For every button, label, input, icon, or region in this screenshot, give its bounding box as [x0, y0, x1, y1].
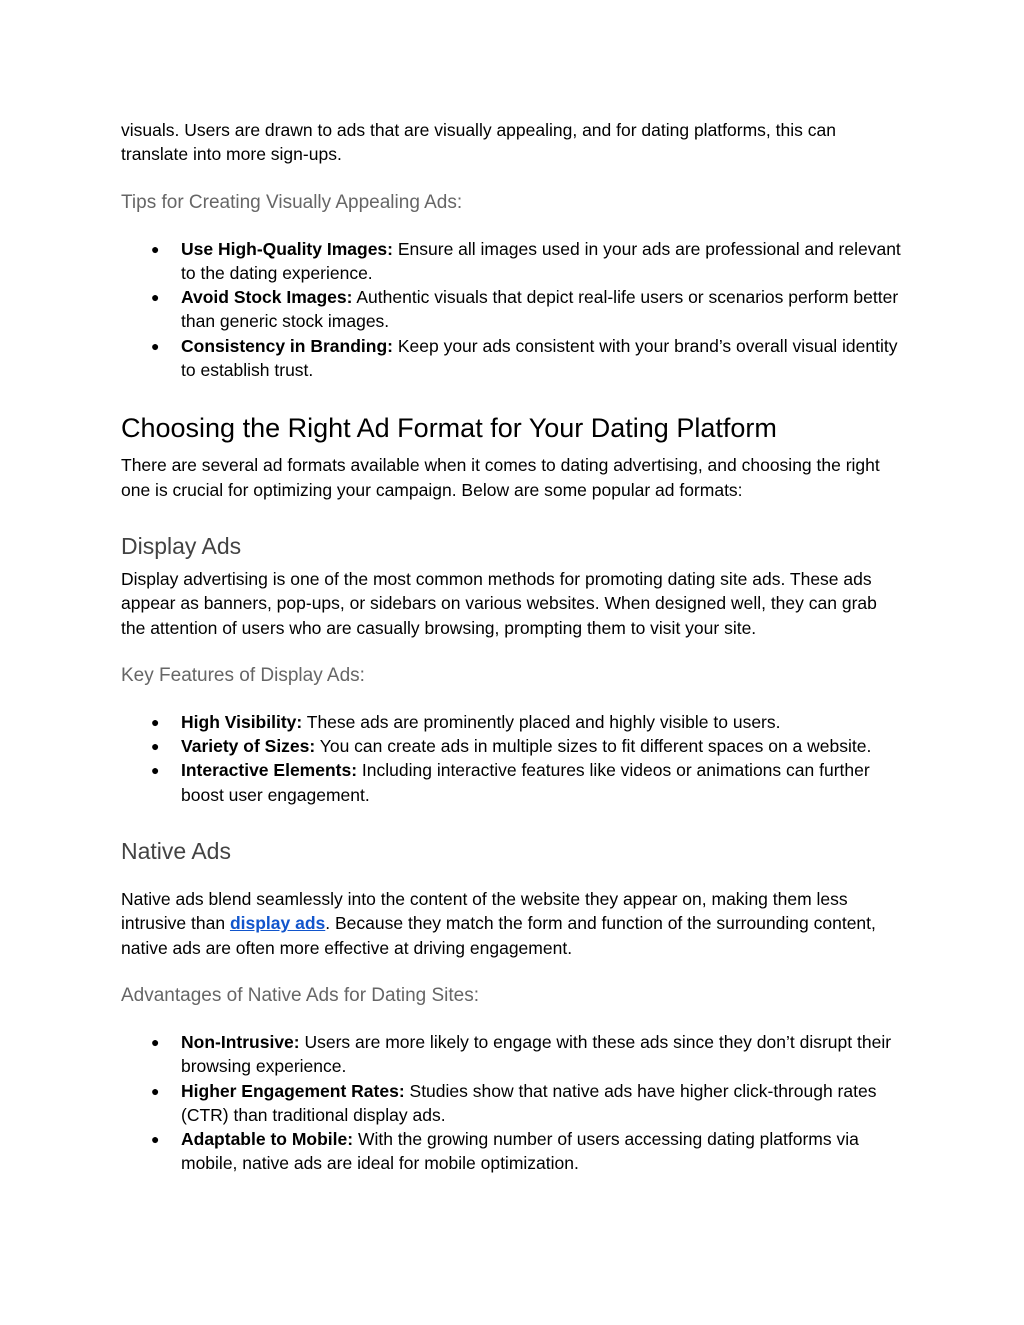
document-page — [121, 118, 901, 1176]
list-item: ● Variety of Sizes: You can create ads in multiple sizes to fit different spaces on a website. — [121, 734, 901, 758]
native-advantages-heading: Advantages of Native Ads for Dating Sites: — [121, 984, 480, 1006]
display-ads-paragraph: Display advertising is one of the most common methods for promoting dating site ads. These ads appear as banners, pop-ups, or sidebars on various websites. When designed well, they can grab the attention of users who are casually browsing, prompting them to visit your site. — [121, 568, 877, 638]
display-features-heading: Key Features of Display Ads: — [121, 664, 365, 686]
bullet-icon: ● — [151, 762, 160, 779]
list-item: ● Avoid Stock Images: Authentic visuals that depict real-life users or scenarios perform better than generic stock images. — [151, 287, 899, 332]
bullet-icon: ● — [151, 289, 160, 306]
bullet-icon: ● — [151, 738, 160, 755]
bullet-icon: ● — [151, 713, 160, 730]
display-ads-heading: Display Ads — [121, 532, 242, 559]
list-item: ● Consistency in Branding: Keep your ads consistent with your brand’s overall visual identity to establish trust. — [151, 335, 898, 381]
list-item: ● Higher Engagement Rates: Studies show that native ads have higher click-through rates (CTR) than traditional display ads. — [151, 1080, 877, 1125]
native-ads-paragraph: Native ads blend seamlessly into the content of the website they appear on, making them less intrusive than display ads. Because they match the form and function of the surrounding content, native ads are often more effective at driving engagement. — [121, 889, 876, 958]
formats-paragraph: There are several ad formats available when it comes to dating advertising, and choosing the right one is crucial for optimizing your campaign. Below are some popular ad formats: — [121, 455, 880, 500]
bullet-icon: ● — [151, 1033, 160, 1050]
tips-heading: Tips for Creating Visually Appealing Ads: — [121, 191, 463, 213]
bullet-icon: ● — [151, 240, 160, 257]
tips-list — [121, 237, 901, 383]
intro-paragraph — [121, 118, 901, 167]
bullet-icon: ● — [151, 337, 160, 354]
intro-line-2: translate into more sign-ups. — [121, 144, 342, 165]
intro-line-1: visuals. Users are drawn to ads that are visually appealing, and for dating platforms, this can — [121, 120, 836, 140]
list-item: ● Non-Intrusive: Users are more likely to engage with these ads since they don’t disrupt their browsing experience. — [151, 1031, 892, 1077]
list-item: ● Interactive Elements: Including interactive features like videos or animations can further boost user engagement. — [151, 760, 870, 805]
bullet-icon: ● — [151, 1082, 160, 1099]
formats-heading: Choosing the Right Ad Format for Your Dating Platform — [121, 413, 777, 444]
list-item: ● Adaptable to Mobile: With the growing number of users accessing dating platforms via mobile, native ads are ideal for mobile optimization. — [151, 1129, 859, 1174]
display-features-list — [121, 710, 901, 807]
display-ads-link[interactable]: display ads — [229, 913, 326, 934]
native-advantages-list — [121, 1030, 901, 1176]
list-item: ● Use High-Quality Images: Ensure all images used in your ads are professional and relevant to the dating experience. — [151, 238, 901, 283]
bullet-icon: ● — [151, 1131, 160, 1148]
native-ads-heading: Native Ads — [121, 838, 231, 865]
list-item: ● High Visibility: These ads are prominently placed and highly visible to users. — [121, 710, 901, 734]
